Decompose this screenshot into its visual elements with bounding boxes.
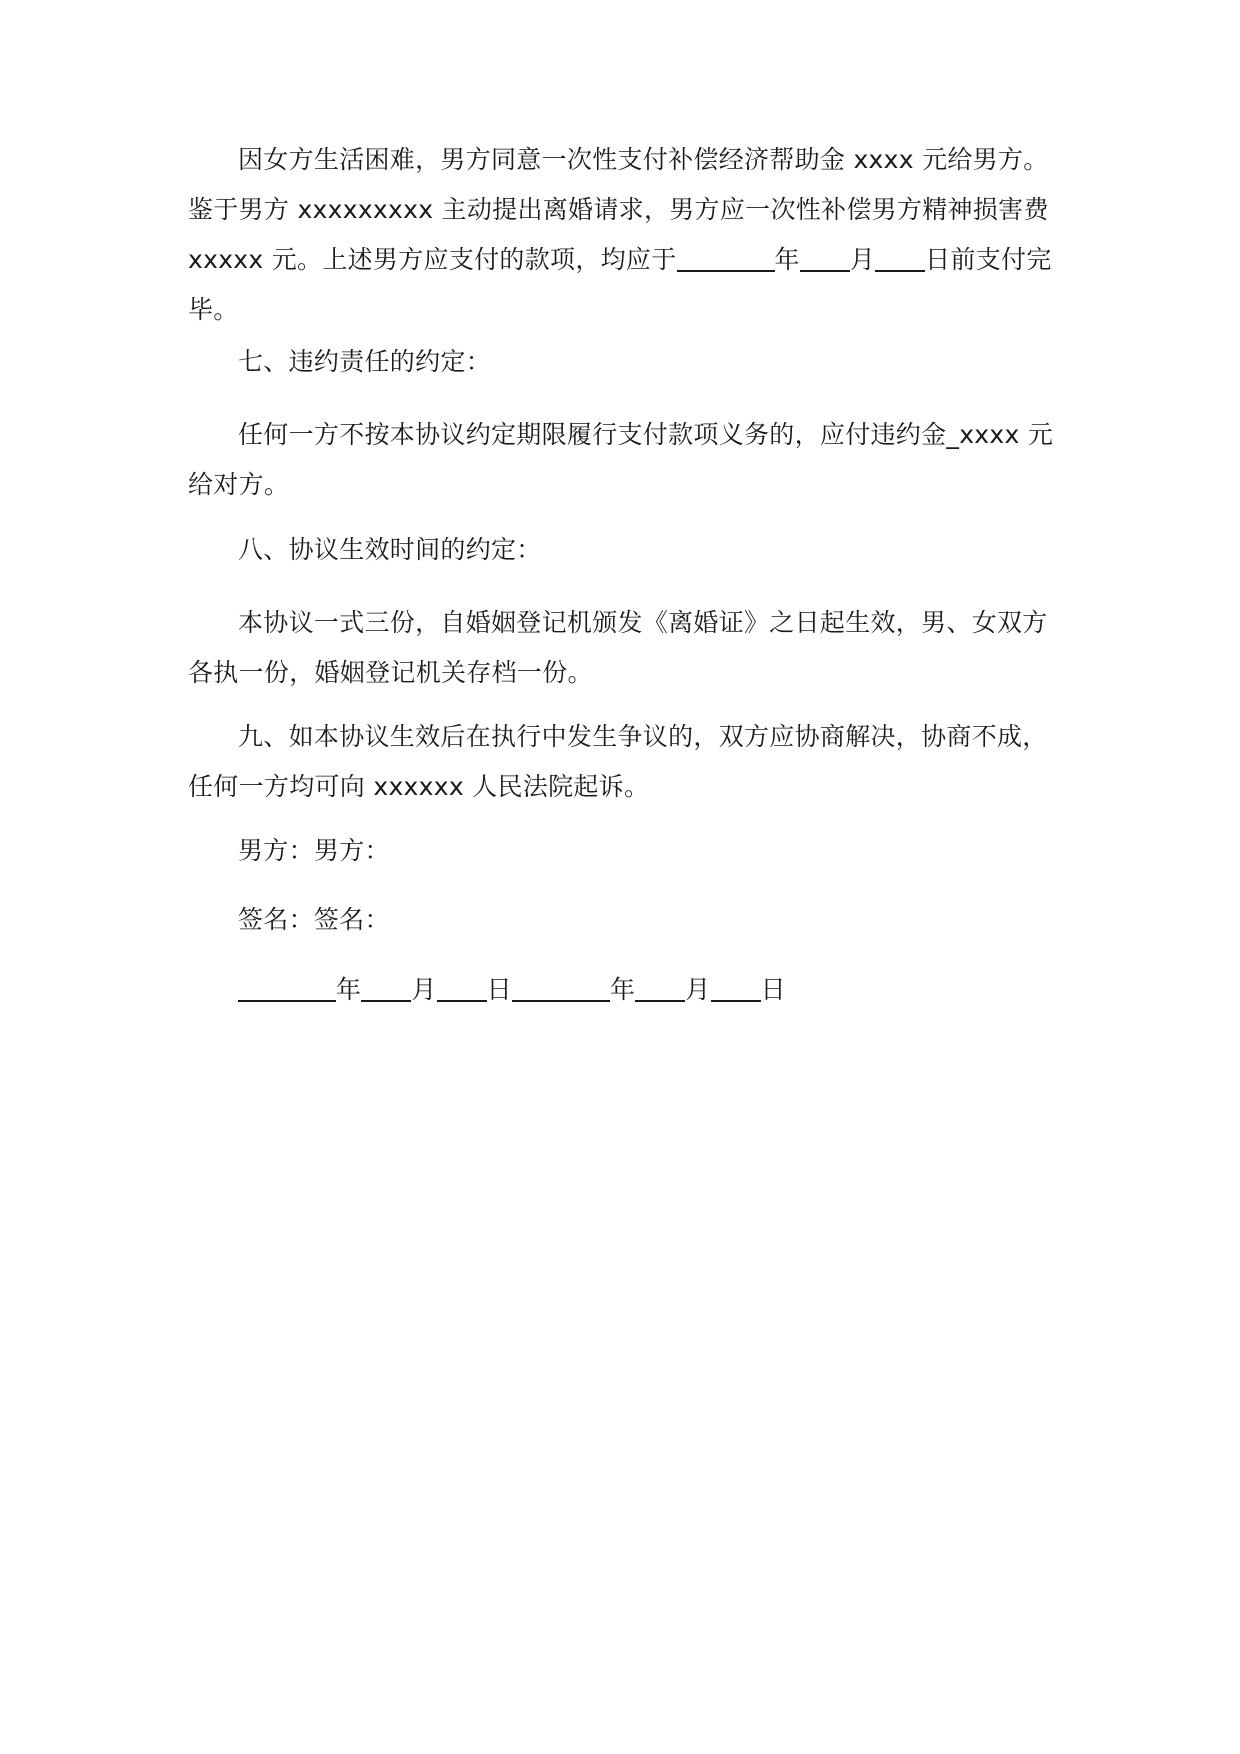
payment-deadline-text: 日前支付完毕。: [188, 245, 1052, 324]
date-day-label-2: 日: [760, 975, 786, 1004]
date-year-label-2: 年: [609, 975, 636, 1004]
date-year-blank-2: [512, 970, 610, 1002]
date-month-blank-1: [361, 970, 411, 1002]
section-8-heading: 八、协议生效时间的约定：: [238, 535, 542, 564]
date-month-blank-2: [635, 970, 685, 1002]
date-line: [238, 965, 786, 1015]
year-label: 年: [774, 245, 800, 274]
date-month-label-1: 月: [411, 975, 437, 1004]
signature-line: 签名：签名：: [238, 905, 390, 934]
date-year-label-1: 年: [336, 975, 362, 1004]
month-label: 月: [849, 245, 876, 274]
date-day-blank-2: [711, 970, 761, 1002]
month-blank: [800, 240, 850, 272]
payment-text: 因女方生活困难，男方同意一次性支付补偿经济帮助金 xxxx 元给男方。鉴于男方 xxxxxxxxx 主动提出离婚请求，男方应一次性补偿男方精神损害费 xxxxx 元。上述男方应支付的款项，均应于: [188, 145, 1049, 274]
date-day-label-1: 日: [486, 975, 512, 1004]
section-7-heading: 七、违约责任的约定：: [238, 347, 492, 376]
parties-line: 男方：男方：: [238, 836, 390, 865]
payment-paragraph: [188, 135, 1056, 335]
section-9: 九、如本协议生效后在执行中发生争议的，双方应协商解决，协商不成，任何一方均可向 xxxxxx 人民法院起诉。: [188, 722, 1048, 801]
day-blank: [875, 240, 925, 272]
section-7-body: 任何一方不按本协议约定期限履行支付款项义务的，应付违约金_xxxx 元给对方。: [188, 420, 1054, 499]
date-month-label-2: 月: [685, 975, 711, 1004]
date-day-blank-1: [437, 970, 487, 1002]
year-blank: [677, 240, 775, 272]
section-8-body: 本协议一式三份，自婚姻登记机颁发《离婚证》之日起生效，男、女双方各执一份，婚姻登记机关存档一份。: [188, 608, 1048, 687]
date-year-blank-1: [238, 970, 336, 1002]
